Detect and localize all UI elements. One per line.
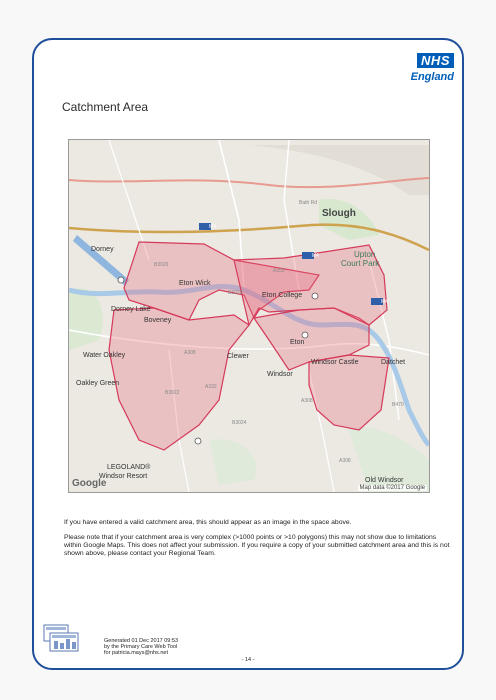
label-b470: B470 (392, 402, 404, 408)
generated-tool: by the Primary Care Web Tool (104, 644, 178, 651)
nhs-logo-text: NHS (417, 53, 454, 68)
label-windsor: Windsor (267, 371, 293, 378)
label-dorney: Dorney (91, 246, 114, 253)
label-m4-3: M4 (381, 299, 388, 305)
label-dorney-lake: Dorney Lake (111, 306, 151, 313)
label-a308b: A308 (301, 398, 313, 404)
catchment-map (68, 139, 430, 493)
label-eton-wick: Eton Wick (179, 280, 211, 287)
google-logo: Google (72, 478, 107, 489)
web-tool-icon (42, 623, 82, 659)
label-upton: Upton (354, 250, 376, 259)
label-eton: Eton (290, 339, 305, 346)
label-b3026: B3026 (154, 262, 169, 268)
label-a308: A308 (184, 350, 196, 356)
label-windsor-castle: Windsor Castle (311, 359, 359, 366)
map-data-credit: Map data ©2017 Google (359, 485, 425, 491)
label-water-oakley: Water Oakley (83, 352, 126, 359)
complexity-note: Please note that if your catchment area is very complex (>1000 points or >10 polygons) this may not show due to limitations within Google Maps. This does not affect your submission. If you require a copy of your submitted catchment area and this is not shown above, please contact your Regional Team. (64, 534, 450, 557)
label-slough: Slough (322, 208, 356, 219)
label-m4-2: M4 (312, 253, 319, 259)
label-oakley-green: Oakley Green (76, 380, 120, 387)
label-a355: A355 (273, 268, 285, 274)
label-b3022: B3022 (165, 390, 180, 396)
label-a308c: A308 (339, 458, 351, 464)
page-frame (32, 38, 464, 670)
generated-date: Generated 01 Dec 2017 09:53 (104, 638, 179, 644)
valid-area-note: If you have entered a valid catchment area, this should appear as an image in the space above. (64, 519, 352, 526)
generated-user: for patricia.mays@nhs.net (104, 650, 168, 657)
label-bath-rd: Bath Rd (299, 200, 318, 206)
section-title: Catchment Area (62, 100, 149, 114)
label-datchet: Datchet (381, 359, 406, 366)
nhs-england-logo (394, 52, 454, 83)
page-number: - 14 - (241, 657, 255, 663)
label-b3024: B3024 (232, 420, 247, 426)
label-a332: A332 (205, 384, 217, 390)
map-canvas (69, 140, 429, 492)
label-court-park: Court Park (341, 259, 380, 268)
label-boveney: Boveney (144, 317, 172, 324)
label-clewer: Clewer (227, 353, 249, 360)
label-old-windsor: Old Windsor (365, 477, 404, 484)
label-b3026b: B3026 (228, 290, 243, 296)
label-m4-1: M4 (209, 224, 216, 230)
generated-info (104, 638, 178, 657)
label-windsor-resort: Windsor Resort (99, 473, 148, 480)
label-legoland: LEGOLAND® (107, 464, 151, 471)
label-eton-college: Eton College (262, 292, 303, 299)
nhs-logo-subtext: England (410, 71, 454, 83)
